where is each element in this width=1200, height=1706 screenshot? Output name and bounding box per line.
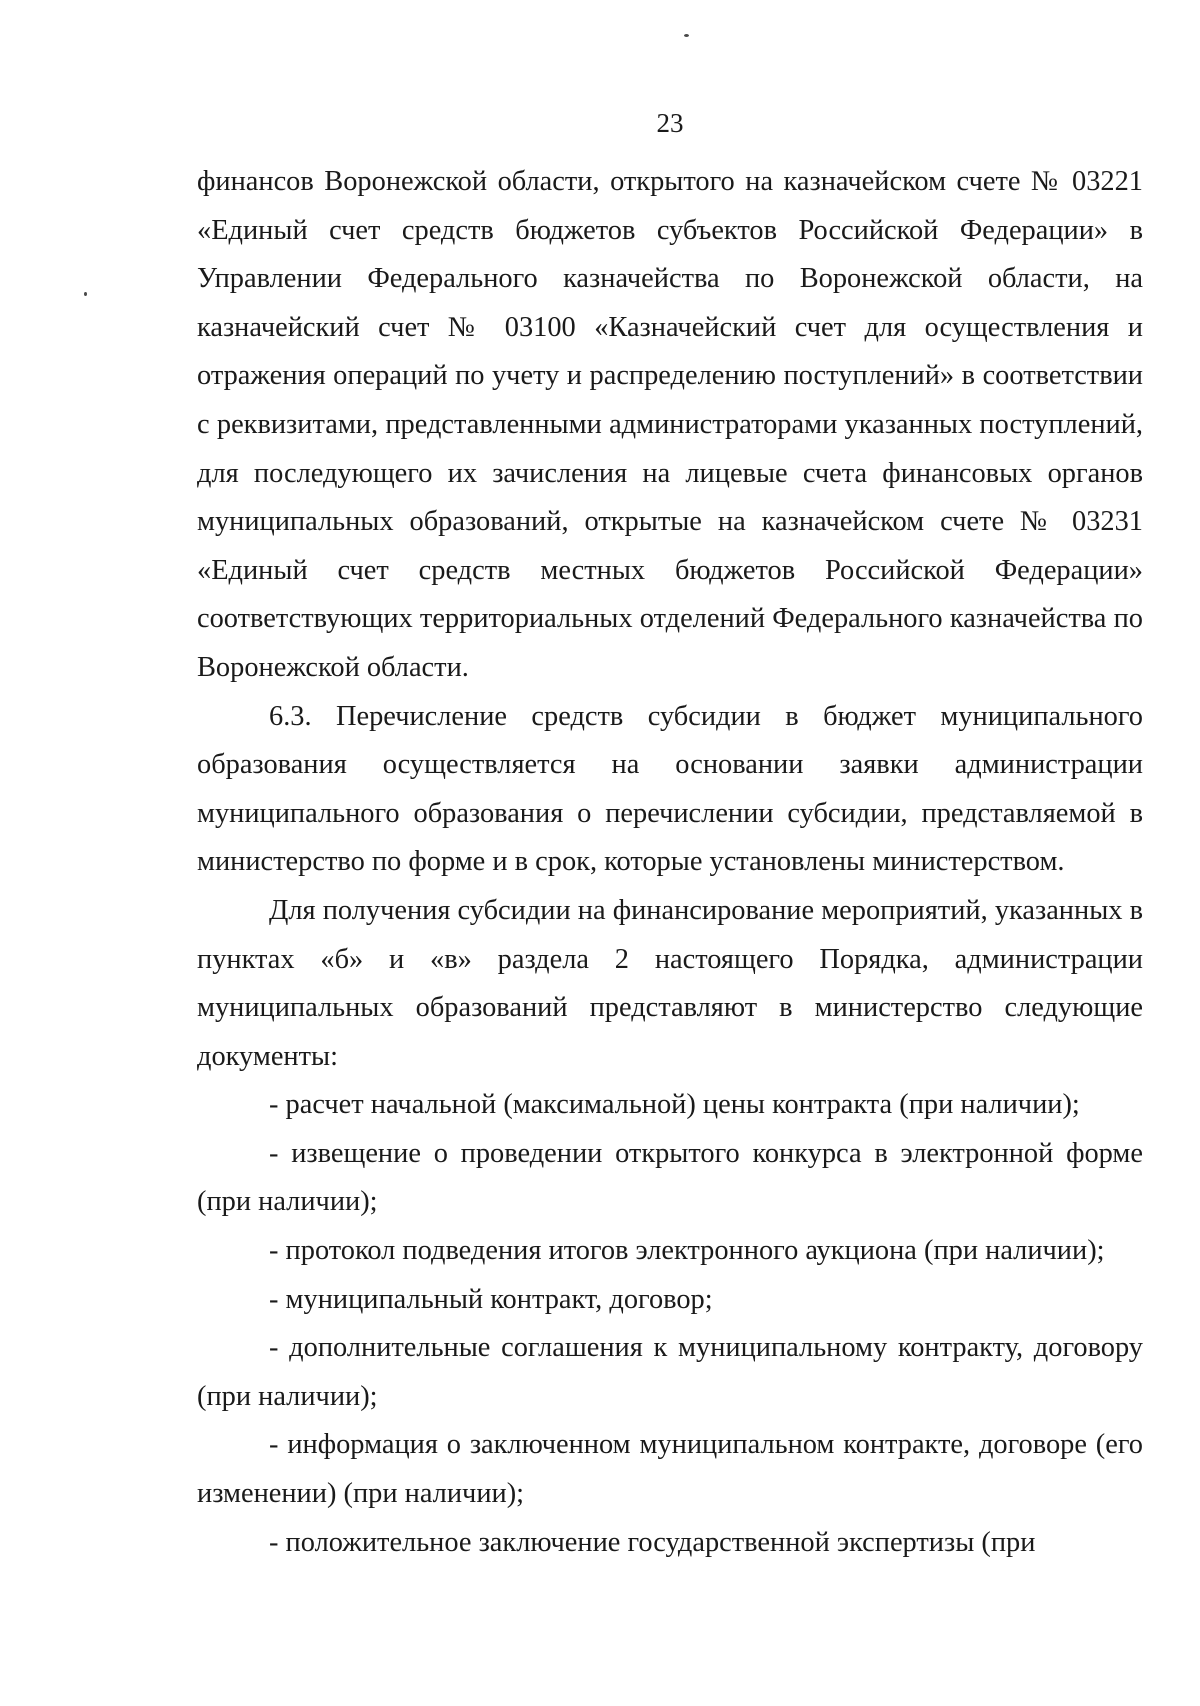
paragraph-6-3: 6.3. Перечисление средств субсидии в бюджет муниципального образования осуществляется на основании заявки администрации муниципального образования о перечислении субсидии, представляемой в министерство по форме и в срок, которые установлены министерством. [197,700,1143,878]
document-body [197,158,1143,1567]
list-item: - муниципальный контракт, договор; [269,1283,713,1315]
list-item: - дополнительные соглашения к муниципальному контракту, договору (при наличии); [197,1332,1143,1412]
list-item: - положительное заключение государственной экспертизы (при [269,1526,1036,1558]
list-item: - расчет начальной (максимальной) цены контракта (при наличии); [269,1089,1080,1121]
list-item: - извещение о проведении открытого конкурса в электронной форме (при наличии); [197,1137,1143,1218]
page-number: 23 [656,108,684,138]
scan-speck-left [84,292,87,296]
list-item: - информация о заключенном муниципальном контракте, договоре (его изменении) (при наличии); [197,1429,1143,1510]
scan-speck-top [684,34,689,37]
list-item: - протокол подведения итогов электронного аукциона (при наличии); [269,1235,1105,1267]
paragraph-1: финансов Воронежской области, открытого на казначейском счете № 03221 «Единый счет средств бюджетов субъектов Российской Федерации» в Управлении Федерального казначейства по Воронежской области, на казначейский счет № 03100 «Казначейский счет для осуществления и отражения операций по учету и распределению поступлений» в соответствии с реквизитами, представленными администраторами указанных поступлений, для последующего их зачисления на лицевые счета финансовых органов муниципальных образований, открытые на казначейском счете № 03231 «Единый счет средств местных бюджетов Российской Федерации» соответствующих территориальных отделений Федерального казначейства по Воронежской области. [197,166,1143,683]
paragraph-documents-intro: Для получения субсидии на финансирование мероприятий, указанных в пунктах «б» и «в» раздела 2 настоящего Порядка, администрации муниципальных образований представляют в министерство следующие документы: [197,894,1143,1072]
